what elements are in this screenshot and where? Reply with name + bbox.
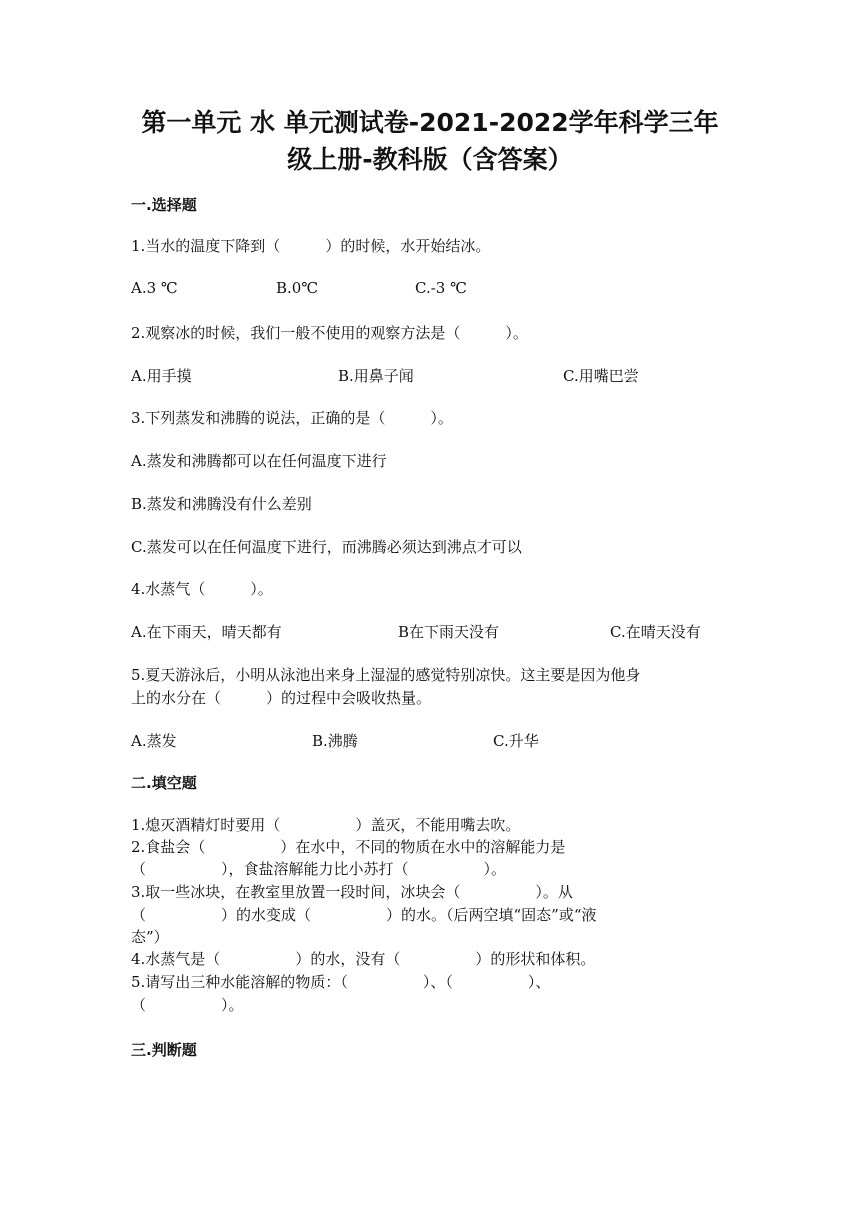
fill-line-6: 态”） xyxy=(131,928,169,946)
question-5-option-a: A.蒸发 xyxy=(131,732,177,750)
question-4-option-c: C.在晴天没有 xyxy=(610,623,701,641)
section-heading-judge: 三.判断题 xyxy=(131,1041,197,1059)
question-3-option-b: B.蒸发和沸腾没有什么差别 xyxy=(131,495,312,513)
fill-line-9: （ ）。 xyxy=(131,996,244,1014)
question-5-option-b: B.沸腾 xyxy=(312,732,358,750)
question-3-stem: 3.下列蒸发和沸腾的说法，正确的是（ ）。 xyxy=(131,409,453,427)
document-title-line-2: 级上册-教科版（含答案） xyxy=(287,145,573,174)
question-2-stem: 2.观察冰的时候，我们一般不使用的观察方法是（ ）。 xyxy=(131,324,528,342)
question-5-option-c: C.升华 xyxy=(493,732,539,750)
question-1-stem: 1.当水的温度下降到（ ）的时候，水开始结冰。 xyxy=(131,237,491,255)
question-4-option-b: B在下雨天没有 xyxy=(398,623,500,641)
question-1-option-b: B.0℃ xyxy=(276,279,319,297)
question-5-stem-line-2: 上的水分在（ ）的过程中会吸收热量。 xyxy=(131,689,432,707)
question-3-option-c: C.蒸发可以在任何温度下进行，而沸腾必须达到沸点才可以 xyxy=(131,538,522,556)
question-4-stem: 4.水蒸气（ ）。 xyxy=(131,580,273,598)
fill-line-4: 3.取一些冰块，在教室里放置一段时间，冰块会（ ）。从 xyxy=(131,883,573,901)
fill-line-2: 2.食盐会（ ）在水中，不同的物质在水中的溶解能力是 xyxy=(131,838,566,856)
document-title-line-1: 第一单元 水 单元测试卷-2021-2022学年科学三年 xyxy=(141,108,719,137)
fill-line-5: （ ）的水变成（ ）的水。（后两空填“固态”或“液 xyxy=(131,906,597,924)
question-3-option-a: A.蒸发和沸腾都可以在任何温度下进行 xyxy=(131,452,387,470)
question-2-option-c: C.用嘴巴尝 xyxy=(563,367,639,385)
section-heading-fill: 二.填空题 xyxy=(131,774,197,792)
question-2-option-b: B.用鼻子闻 xyxy=(338,367,414,385)
fill-line-8: 5.请写出三种水能溶解的物质：（ ）、（ ）、 xyxy=(131,973,551,991)
question-2-option-a: A.用手摸 xyxy=(131,367,192,385)
question-1-option-c: C.-3 ℃ xyxy=(415,279,467,297)
fill-line-3: （ ），食盐溶解能力比小苏打（ ）。 xyxy=(131,860,507,878)
fill-line-1: 1.熄灭酒精灯时要用（ ）盖灭，不能用嘴去吹。 xyxy=(131,816,521,834)
question-5-stem-line-1: 5.夏天游泳后，小明从泳池出来身上湿湿的感觉特别凉快。这主要是因为他身 xyxy=(131,666,641,684)
fill-line-7: 4.水蒸气是（ ）的水，没有（ ）的形状和体积。 xyxy=(131,950,596,968)
question-4-option-a: A.在下雨天，晴天都有 xyxy=(131,623,282,641)
question-1-option-a: A.3 ℃ xyxy=(131,279,178,297)
section-heading-choice: 一.选择题 xyxy=(131,196,197,214)
